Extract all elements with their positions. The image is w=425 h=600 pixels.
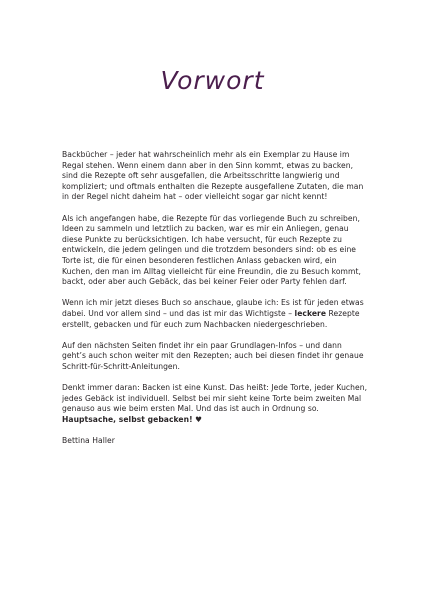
paragraph-5-text: Denkt immer daran: Backen ist eine Kunst. Das heißt: Jede Torte, jeder Kuchen, jedes Gebäck ist individuell. Selbst bei mir sieht keine Torte beim zweiten Mal genauso aus wie beim ersten Mal. Und das ist auch in Ordnung so. bbox=[62, 383, 368, 414]
author-signature: Bettina Haller bbox=[62, 436, 115, 446]
paragraph-5 bbox=[62, 383, 368, 425]
paragraph-5-emphasis: Hauptsache, selbst gebacken! bbox=[62, 414, 193, 424]
paragraph-1: Backbücher – jeder hat wahrscheinlich mehr als ein Exemplar zu Hause im Regal stehen. Wenn einem dann aber in den Sinn kommt, etwas zu backen, sind die Rezepte oft sehr ausgefallen, die Arbeitsschritte langwierig und kompliziert; und oftmals enthalten die Rezepte ausgefallene Zutaten, die man in der Regel nicht daheim hat – oder vielleicht sogar gar nicht kennt! bbox=[62, 150, 364, 202]
paragraph-2: Als ich angefangen habe, die Rezepte für das vorliegende Buch zu schreiben, Ideen zu sammeln und letztlich zu backen, war es mir ein Anliegen, genau diese Punkte zu berücksichtigen. Ich habe versucht, für euch Rezepte zu entwickeln, die jedem gelingen und die trotzdem besonders sind: ob es eine Torte ist, die für einen besonderen festlichen Anlass gebacken wird, ein Kuchen, den man im Alltag vielleicht für eine Freundin, die zu Besuch kommt, backt, oder aber auch Gebäck, das bei keiner Feier oder Party fehlen darf. bbox=[62, 213, 361, 287]
paragraph-3-emphasis: leckere bbox=[294, 308, 327, 318]
page-title: Vorwort bbox=[160, 66, 265, 95]
foreword-text bbox=[62, 150, 368, 457]
paragraph-3-text-start: Wenn ich mir jetzt dieses Buch so anschaue, glaube ich: Es ist für jeden etwas dabei. Und vor allem sind – und das ist mir das Wichtigste – bbox=[62, 298, 364, 318]
paragraph-4: Auf den nächsten Seiten findet ihr ein paar Grundlagen-Infos – und dann geht’s auch schon weiter mit den Rezepten; auch bei diesen findet ihr genaue Schritt-für-Schritt-Anleitungen. bbox=[62, 340, 364, 371]
paragraph-3-text-end: Rezepte erstellt, gebacken und für euch zum Nachbacken niedergeschrieben. bbox=[62, 308, 360, 329]
paragraph-3 bbox=[62, 298, 368, 330]
heart-icon: ♥ bbox=[195, 414, 202, 424]
